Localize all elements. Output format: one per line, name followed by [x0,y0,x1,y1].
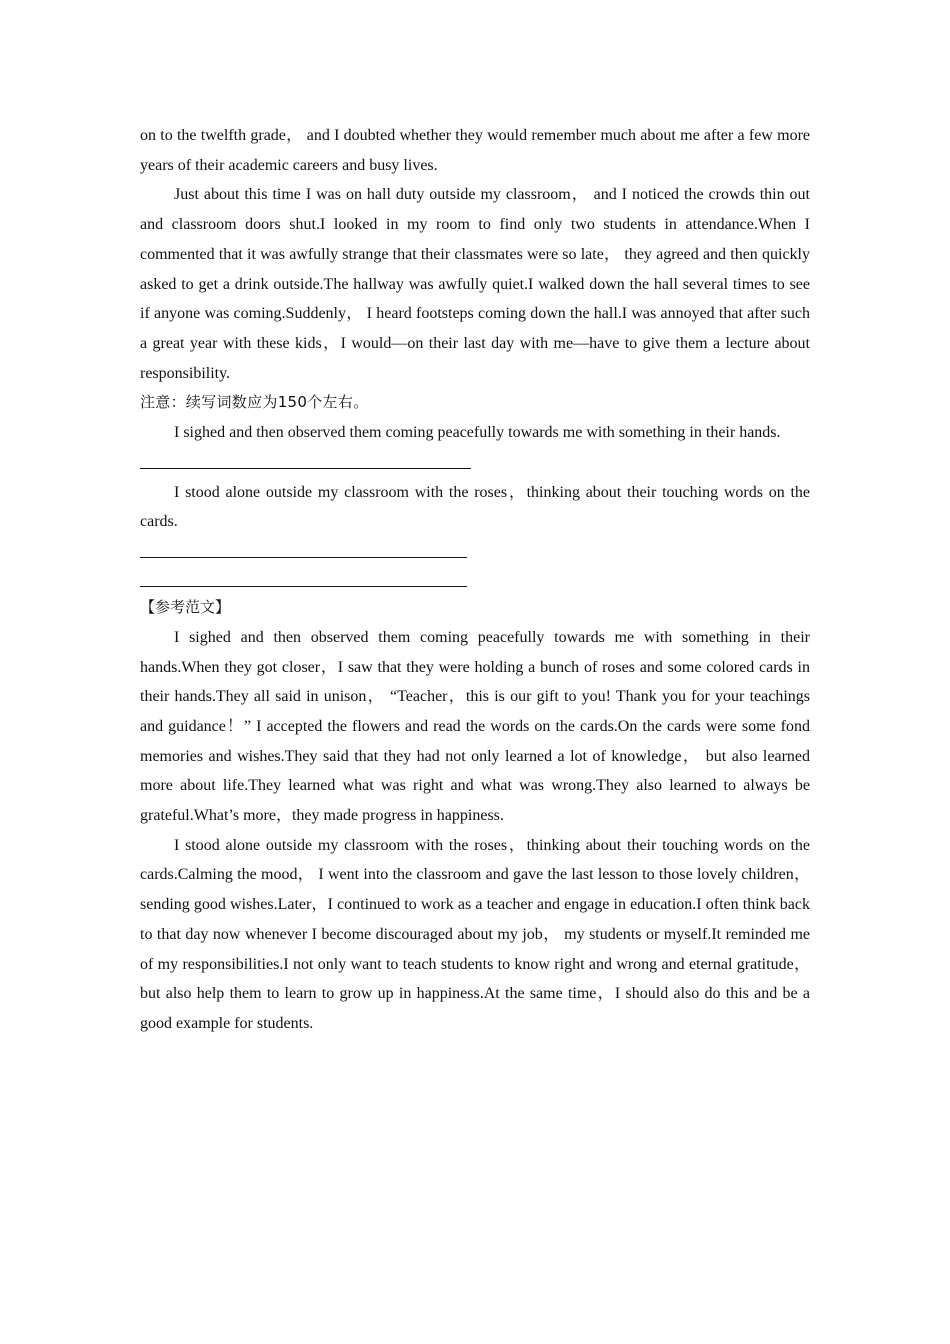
reference-heading: 【参考范文】 [140,598,231,617]
story-paragraph-1: on to the twelfth grade， and I doubted whether they would remember much about me after a few more years of their academic careers and busy lives. [140,127,810,174]
spacer [140,558,810,586]
spacer [140,537,810,557]
word-count-note: 注意：续写词数应为150个左右。 [140,393,369,412]
story-paragraph-2: Just about this time I was on hall duty outside my classroom， and I noticed the crowds thin out and classroom doors shut.I looked in my room to find only two students in attendance.When I commented that it was awfully strange that their classmates were so late， they agreed and then quickly asked to get a drink outside.The hallway was awfully quiet.I walked down the hall several times to see if anyone was coming.Suddenly， I heard footsteps coming down the hall.I was annoyed that after such a great year with these kids，I would—on their last day with me—have to give them a lecture about responsibility. [140,186,811,382]
prompt-second-sentence: I stood alone outside my classroom with the roses，thinking about their touching words on the cards. [140,483,810,531]
spacer [140,448,810,468]
document-page [140,121,810,1039]
spacer [140,469,810,478]
reference-paragraph-2: I stood alone outside my classroom with the roses，thinking about their touching words on the cards.Calming the mood， I went into the classroom and gave the last lesson to those lovely children，sending good wishes.Later，I continued to work as a teacher and engage in education.I often think back to that day now whenever I become discouraged about my job， my students or myself.It reminded me of my responsibilities.I not only want to teach students to know right and wrong and eternal gratitude， but also help them to learn to grow up in happiness.At the same time，I should also do this and be a good example for students. [140,836,811,1032]
prompt-first-sentence: I sighed and then observed them coming peacefully towards me with something in their hands. [174,424,781,442]
reference-paragraph-1: I sighed and then observed them coming peacefully towards me with something in their hands.When they got closer，I saw that they were holding a bunch of roses and some colored cards in their hands.They all said in unison， “Teacher，this is our gift to you! Thank you for your teachings and guidance！” I accepted the flowers and read the words on the cards.On the cards were some fond memories and wishes.They said that they had not only learned a lot of knowledge， but also learned more about life.They learned what was right and what was wrong.They also learned to always be grateful.What’s more，they made progress in happiness. [140,628,810,825]
